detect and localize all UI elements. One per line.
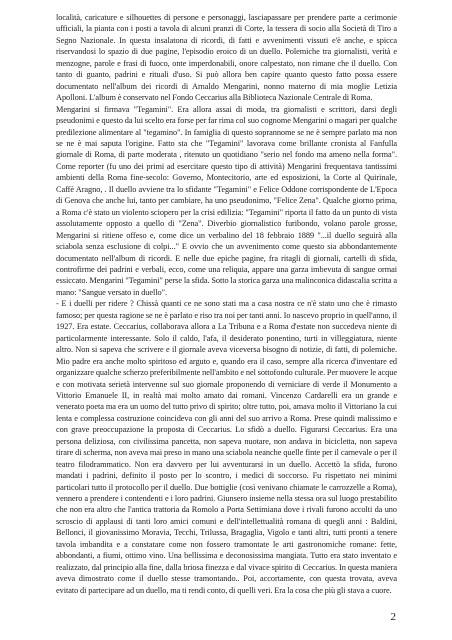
page-number: 2 xyxy=(390,611,396,623)
paragraph-tegamini: Mengarini si firmava "Tegamini". Era allora assai di moda, tra giornalisti e scrittori, darsi degli pseudonimi e questo da lui scelto era forse per far rima col suo cognome Mengarini o magari per qualche predilezione alimentare al "tegamino". In famiglia di questo soprannome se ne è sempre parlato ma non se ne è mai saputa l'origine. Fatto sta che "Tegamini" lavorava come brillante cronista al Fanfulla giornale di Roma, di parte moderata , ritenuto un quotidiano "serio nel fondo ma ameno nella forma". Come reporter (fu uno dei primi ad esercitare questo tipo di attività) Mengarini frequentava tantissimi ambienti della Roma fine-secolo: Governo, Montecitorio, arte ed esposizioni, la Corte al Quirinale, Caffè Aragno, . Il duello avviene tra lo sfidante "Tegamini" e Felice Oddone corrispondente de L'Epoca di Genova che anche lui, tanto per cambiare, ha uno pseudonimo, "Felice Zena". Qualche giorno prima, a Roma c'è stato un violento sciopero per la crisi edilizia: "Tegamini" riporta il fatto da un punto di vista assolutamente opposto a quello di "Zena". Diverbio giornalistico furibondo, volano parole grosse, Mengarini si ritiene offeso e, come dice un verbalino del 18 febbraio 1889 "...il duello seguirà alla sciabola senza esclusione di colpi..." E ovvio che un avvenimento come questo sia abbondantemente documentato nell'album di ricordi. E nelle due epiche pagine, fra ritagli di giornali, cartelli di sfida, controfirme dei padrini e verbali, ecco, come una reliquia, appare una garza imbevuta di sangue ormai essiccato. Mengarini "Tegamini" perse la sfida. Sotto la storica garza una malinconica didascalia scritta a mano: "Sangue versato in duello". xyxy=(56,104,397,297)
paragraph-album: località, caricature e silhouettes di persone e personaggi, lasciapassare per prendere parte a cerimonie ufficiali, la pianta con i posti a tavola di alcuni pranzi di Corte, la tessera di socio alla Società di Tiro a Segno Nazionale. In questa insalatona di ricordi, di fatti e avvenimenti vissuti e'è anche, e spicca riservandosi lo spazio di due pagine, l'episodio eroico di un duello. Polemiche tra giornalisti, verità e menzogne, parole e frasi di fuoco, onte imperdonabili, onore calpestato, non rimane che il duello. Con tanto di guanto, padrini e rituali d'uso. Si può allora ben capire quanto questo fatto possa essere documentato nell'album dei ricordi di Arnaldo Mengarini, nonno materno di mia moglie Letizia Apolloni. L'album è conservato nel Fondo Ceccarius alla Biblioteca Nazionale Centrale di Roma. xyxy=(56,13,397,103)
body-text xyxy=(56,12,397,596)
paragraph-duelli-per-ridere: - E i duelli per ridere ? Chissà quanti ce ne sono stati ma a casa nostra ce n'è stato uno che è rimasto famoso; per questa ragione se ne è parlato e riso tra noi per tanti anni. Io nascevo proprio in quell'anno, il 1927. Era estate. Ceccarius, collaborava allora a La Tribuna e a Roma d'estate non succedeva niente di particolarmente interessante. Solo il caldo, l'afa, il desiderato ponentino, turti in villeggiatura, niente altro. Non si sapeva che scrivere e il giornale aveva viceversa bisogno di notizie, di fatti, di polemiche. Mio padre era anche molto spiritoso ed arguto e, quando era il caso, sempre alla ricerca d'inventare ed organizzare qualche scherzo preferibilmente nell'ambito e nel sottofondo culturale. Per muovere le acque e con motivata serietà intervenne sul suo giornale proponendo di verniciare di verde il Monumento a Vittorio Emanuele II, in realtà mai molto amato dai romani. Vincenzo Cardarelli era un grande e venerato poeta ma era un uomo del tutto privo di spirito; oltre tutto, poi, amava molto il Vittoriano la cui lenta e complessa costruzione coincideva con gli anni del suo arrivo a Roma. Prese quindi malissimo e con grave preoccupazione la proposta di Ceccarius. Lo sfidò a duello. Figurarsi Ceccarius. Era una persona deliziosa, con civilissima pancetta, non sapeva nuotare, non andava in bicicletta, non sapeva tirare di scherma, non aveva mai preso in mano una sciabola neanche quelle finte per il carnevale o per il teatro filodrammatico. Non era davvero per lui avventurarsi in un duello. Accettò la sfida, furono mandati i padrini, definito il posto per lo scontro, i medici di soccorso. Fu rispettato nei minimi particolari tutto il protocollo per il duello. Due bottiglie (così venivano chiamate le carrozzelle a Roma), vennero a prendere i contendenti e i loro padrini. Giunsero insieme nella stessa ora sul luogo prestabilito che non era altro che l'antica trattoria da Romolo a Porta Settimiana dove i rivali furono accolti da uno scroscio di applausi di tanti loro amici comuni e dell'intellettualità romana di quegli anni : Baldini, Bellonci, il giovanissimo Moravia, Tecchi, Trilussa, Bragaglia, Vigolo e tanti altri, tutti pronti a tenere tavola imbandita e a constatare come non fossero tramontate le arti gastronomiche romane: fette, abbondanti, a fiumi, ottimo vino. Una bellissima e deconosissima mangiata. Tutto era stato inventato e realizzato, dal principio alla fine, dalla briosa finezza e dal vivace spirito di Ceccarius. In questa maniera aveva dimostrato come il duello stesse tramontando.. Poi, accortamente, con questa trovata, aveva evitato di partecipare ad un duello, ma ti rendi conto, di quelli veri. Era la cosa che più gli stava a cuore. xyxy=(56,299,397,595)
